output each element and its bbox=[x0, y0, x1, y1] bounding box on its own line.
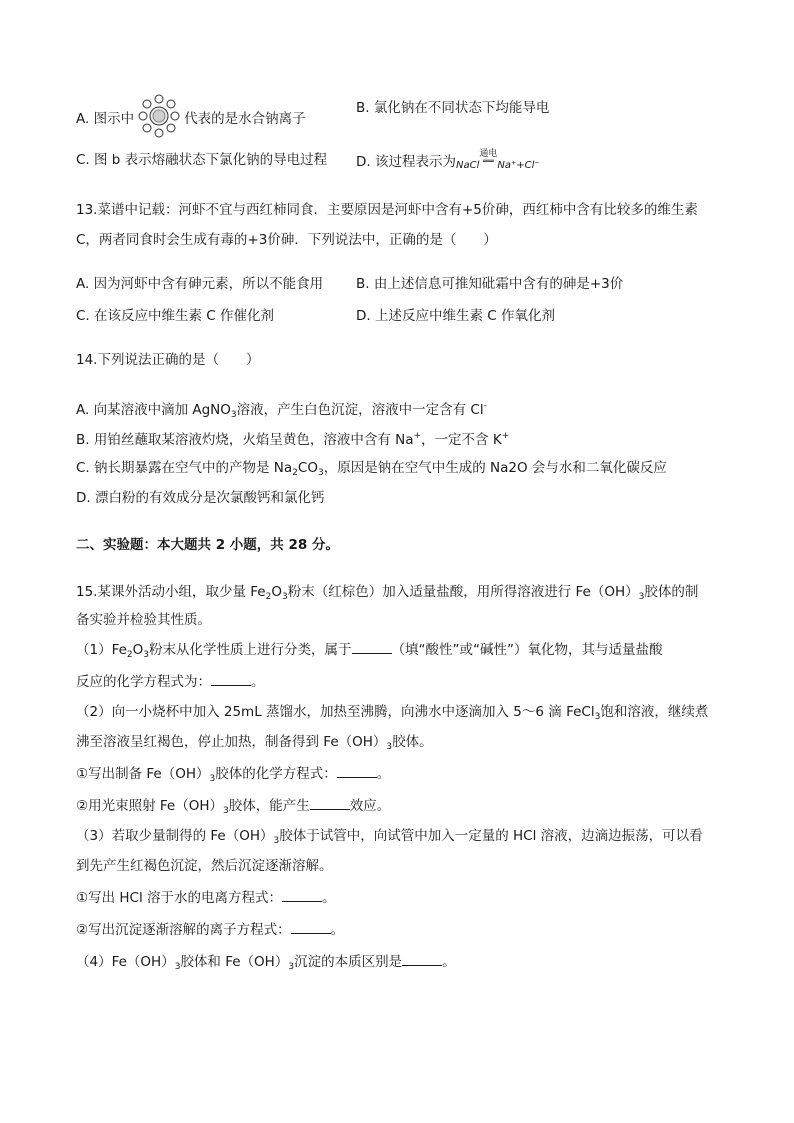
q15-part2-line1: （2）向一小烧杯中加入 25mL 蒸馏水，加热至沸腾，向沸水中逐滴加入 5～6 滴 FeCl$_3$饱和溶液，继续煮 bbox=[76, 704, 709, 722]
q15-part3-sub1: ①写出 HCl 溶于水的电离方程式： 。 bbox=[76, 890, 336, 906]
q13-option-c: C. 在该反应中维生素 C 作催化剂 bbox=[76, 308, 275, 324]
q13-option-a: A. 因为河虾中含有砷元素，所以不能食用 bbox=[76, 276, 324, 292]
q14-stem: 14.下列说法正确的是（ ） bbox=[76, 352, 260, 368]
q15-part4: $(4)Fe(OH)_3$胶体和 $Fe(OH)_3$沉淀的本质区别是 。 bbox=[76, 954, 456, 972]
q13-stem-line2: C，两者同食时会生成有毒的+3价砷．下列说法中，正确的是（ ） bbox=[76, 232, 497, 248]
q15-part3-line1: （3）若取少量制得的 $Fe(OH)_3$胶体于试管中，向试管中加入一定量的 HCl 溶液，边滴边振荡，可以看 bbox=[76, 828, 703, 846]
answer-blank[interactable] bbox=[291, 921, 331, 934]
q15-part3-line2: 到先产生红褐色沉淀，然后沉淀逐渐溶解。 bbox=[76, 858, 333, 874]
answer-blank[interactable] bbox=[282, 889, 322, 902]
answer-blank[interactable] bbox=[352, 641, 392, 654]
q12-option-c: C. 图 b 表示熔融状态下氯化钠的导电过程 bbox=[76, 152, 328, 168]
equation-right: Na⁺+Cl⁻ bbox=[497, 160, 540, 171]
q14-option-c: C. 钠长期暴露在空气中的产物是 $Na_2CO_3$，原因是钠在空气中生成的 Na2O 会与水和二氧化碳反应 bbox=[76, 460, 667, 478]
q15-stem-line1: 15.某课外活动小组，取少量 $Fe_2O_3$粉末（红棕色）加入适量盐酸，用所得溶液进行 $Fe(OH)_3$胶体的制 bbox=[76, 584, 699, 602]
q15-part3-sub2: ②写出沉淀逐渐溶解的离子方程式： 。 bbox=[76, 922, 345, 938]
q12-option-b: B. 氯化钠在不同状态下均能导电 bbox=[356, 100, 550, 116]
section-heading: 二、实验题：本大题共 2 小题，共 28 分。 bbox=[76, 537, 339, 553]
equation-left: NaCl bbox=[455, 160, 480, 171]
q12-option-a: A. 图示中 代表的是水合钠离子 bbox=[76, 94, 306, 144]
q14-option-a: A. 向某溶液中滴加 AgNO$_3$溶液，产生白色沉淀，溶液中一定含有 Cl- bbox=[76, 401, 487, 420]
answer-blank[interactable] bbox=[310, 797, 350, 810]
q15-stem-line2: 备实验并检验其性质。 bbox=[76, 612, 211, 628]
q15-part1-line1: $(1)Fe_2O_3$粉末从化学性质上进行分类，属于 （填“酸性”或“碱性”）氧化物，其与适量盐酸 bbox=[76, 642, 663, 660]
q13-stem-line1: 13.菜谱中记载：河虾不宜与西红柿同食．主要原因是河虾中含有+5价砷，西红柿中含有比较多的维生素 bbox=[76, 202, 698, 218]
q15-part1-line2: 反应的化学方程式为： 。 bbox=[76, 674, 265, 690]
answer-blank[interactable] bbox=[211, 673, 251, 686]
q13-option-b: B. 由上述信息可推知砒霜中含有的砷是+3价 bbox=[356, 276, 624, 292]
q15-part2-sub2: ②用光束照射 $Fe(OH)_3$胶体，能产生 效应。 bbox=[76, 798, 391, 816]
q13-option-d: D. 上述反应中维生素 C 作氧化剂 bbox=[356, 308, 555, 324]
q14-option-b: B. 用铂丝蘸取某溶液灼烧，火焰呈黄色，溶液中含有 Na+，一定不含 K+ bbox=[76, 431, 510, 448]
answer-blank[interactable] bbox=[402, 953, 442, 966]
q12-option-d: D. 该过程表示为NaCl通电 ══ Na⁺+Cl⁻ bbox=[356, 149, 540, 171]
q15-part2-sub1: ①写出制备 $Fe(OH)_3$胶体的化学方程式： 。 bbox=[76, 766, 391, 784]
equation-arrow: 通电 ══ bbox=[479, 149, 498, 167]
q15-part2-line2: 沸至溶液呈红褐色，停止加热，制备得到 $Fe(OH)_3$胶体。 bbox=[76, 734, 433, 752]
q14-option-d: D. 漂白粉的有效成分是次氯酸钙和氯化钙 bbox=[76, 490, 325, 506]
answer-blank[interactable] bbox=[337, 765, 377, 778]
hydrated-ion-icon bbox=[136, 94, 182, 144]
